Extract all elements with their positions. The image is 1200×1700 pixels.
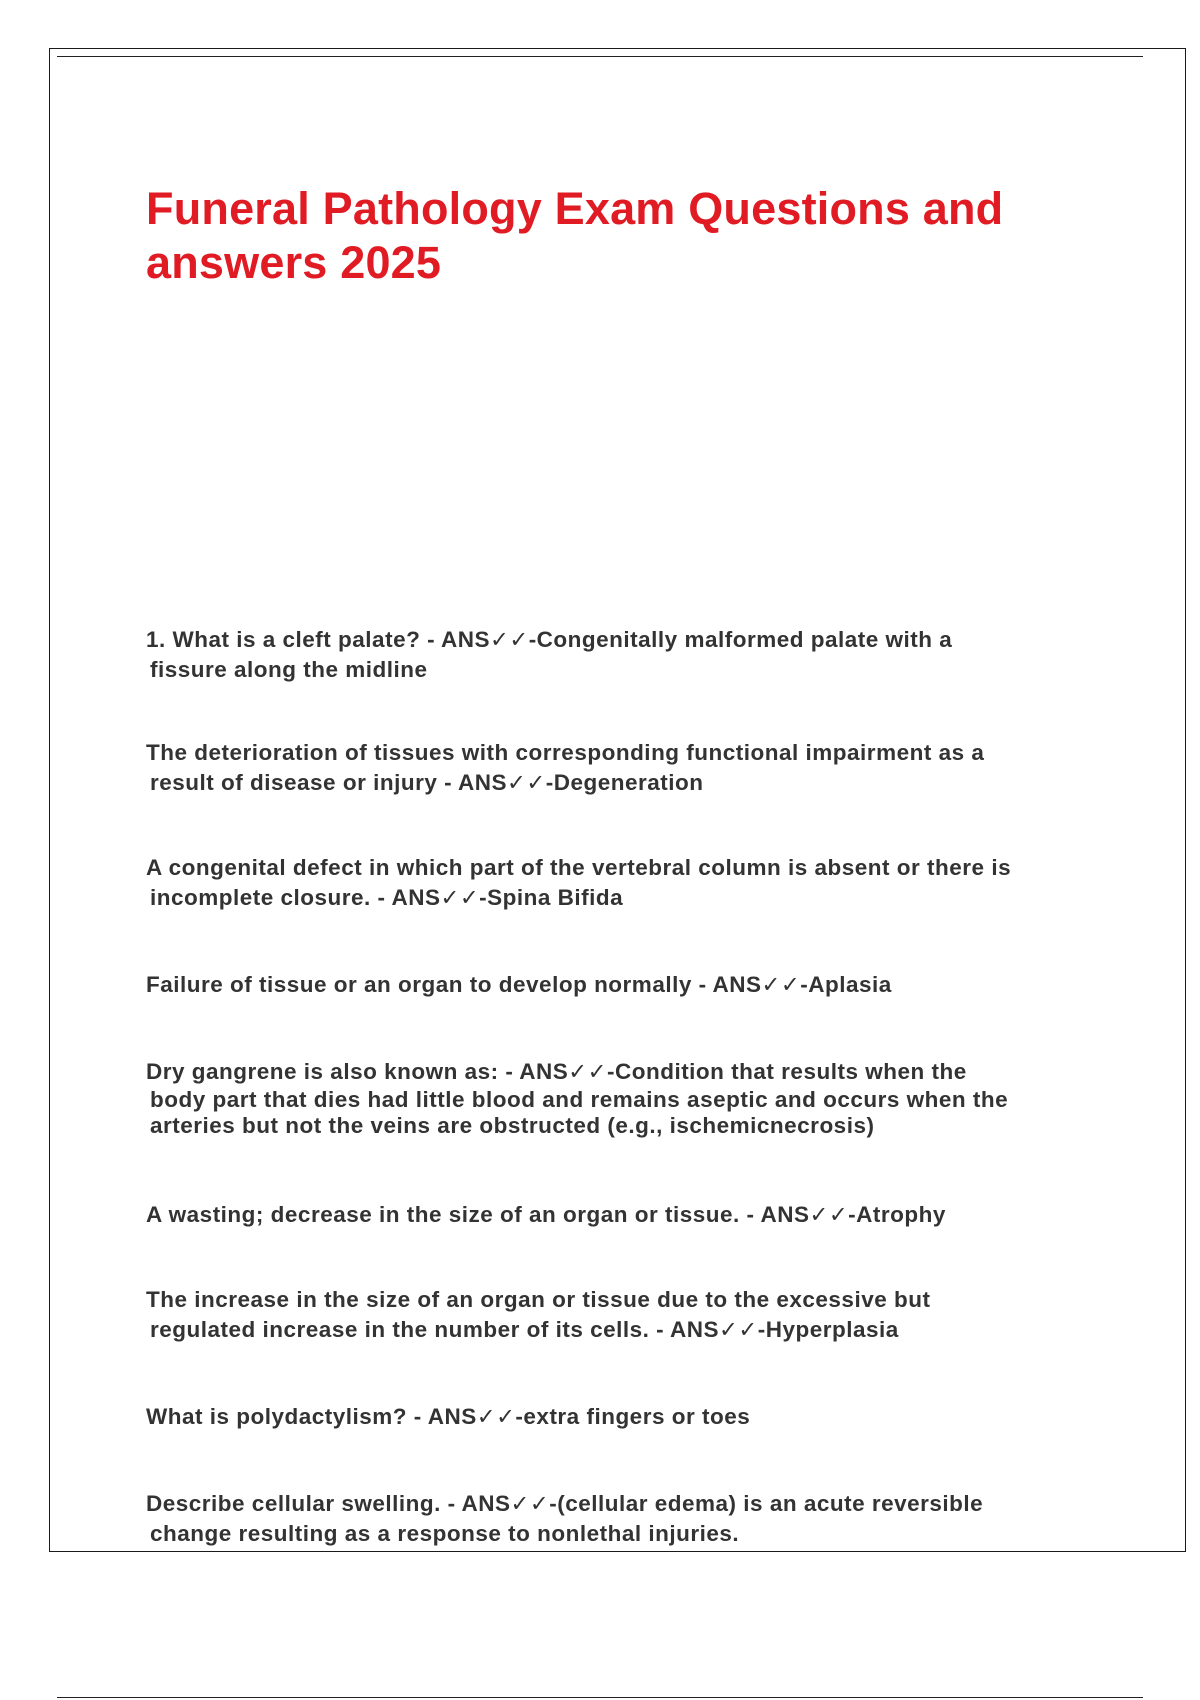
qa-line: fissure along the midline <box>150 657 428 682</box>
qa-line: What is polydactylism? - ANS✓✓-extra fingers or toes <box>146 1404 751 1429</box>
qa-item-5 <box>146 1057 1086 1139</box>
qa-item-7 <box>146 1285 1086 1345</box>
qa-item-3 <box>146 853 1086 913</box>
qa-line: Failure of tissue or an organ to develop normally - ANS✓✓-Aplasia <box>146 972 892 997</box>
qa-line: body part that dies had little blood and remains aseptic and occurs when the <box>150 1087 1009 1112</box>
qa-item-1 <box>146 625 1086 685</box>
qa-line: result of disease or injury - ANS✓✓-Degeneration <box>150 770 704 795</box>
qa-line: Dry gangrene is also known as: - ANS✓✓-Condition that results when the <box>146 1059 967 1084</box>
document-title <box>146 182 1046 290</box>
qa-line: The increase in the size of an organ or tissue due to the excessive but <box>146 1287 931 1312</box>
qa-item-2 <box>146 738 1086 798</box>
qa-line: The deterioration of tissues with corresponding functional impairment as a <box>146 740 985 765</box>
qa-line: change resulting as a response to nonlethal injuries. <box>150 1521 740 1546</box>
qa-line: A congenital defect in which part of the vertebral column is absent or there is <box>146 855 1012 880</box>
title-line-1: Funeral Pathology Exam Questions and <box>146 183 1004 234</box>
qa-line: arteries but not the veins are obstructed (e.g., ischemicnecrosis) <box>150 1113 875 1138</box>
qa-item-6 <box>146 1200 1086 1230</box>
qa-line: 1. What is a cleft palate? - ANS✓✓-Congenitally malformed palate with a <box>146 627 953 652</box>
qa-item-8 <box>146 1402 1086 1432</box>
qa-item-4 <box>146 970 1086 1000</box>
title-line-2: answers 2025 <box>146 237 442 288</box>
bottom-rule <box>57 1697 1143 1698</box>
qa-item-9 <box>146 1489 1086 1549</box>
qa-line: A wasting; decrease in the size of an organ or tissue. - ANS✓✓-Atrophy <box>146 1202 946 1227</box>
qa-line: regulated increase in the number of its cells. - ANS✓✓-Hyperplasia <box>150 1317 899 1342</box>
qa-line: Describe cellular swelling. - ANS✓✓-(cellular edema) is an acute reversible <box>146 1491 984 1516</box>
qa-line: incomplete closure. - ANS✓✓-Spina Bifida <box>150 885 624 910</box>
